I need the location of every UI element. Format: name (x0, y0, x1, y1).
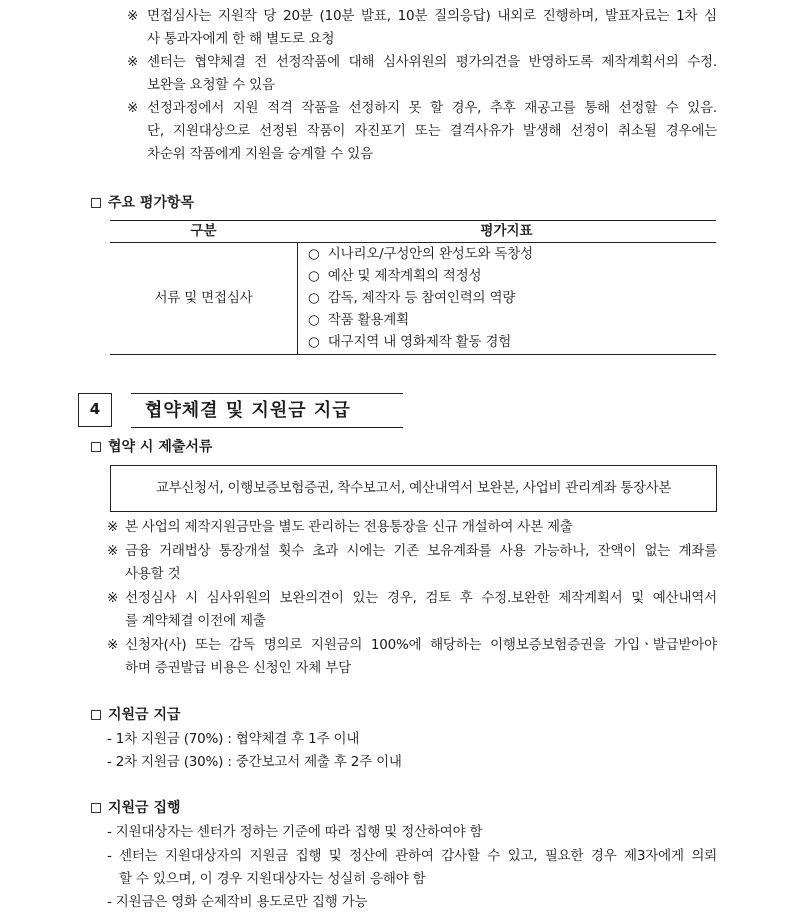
checkbox-square-icon (91, 198, 101, 208)
circle-bullet-icon: ○ (308, 290, 320, 306)
note-mark: ※ (107, 543, 119, 559)
criteria-item (308, 331, 533, 353)
note-line: 를 계약체결 이전에 제출 (125, 613, 266, 629)
note-mark: ※ (127, 100, 139, 116)
note-line: 보완을 요청할 수 있음 (147, 77, 275, 93)
note-line: 선정심사 시 심사위원의 보완의견이 있는 경우, 검토 후 수정.보완한 제작계획서 및 예산내역서 (125, 590, 717, 606)
execution-heading-text: 지원금 집행 (108, 800, 181, 816)
table-divider (297, 243, 298, 354)
circle-bullet-icon: ○ (308, 312, 320, 328)
section-title-rule (131, 427, 403, 428)
circle-bullet-icon: ○ (308, 334, 320, 350)
note-line: 단, 지원대상으로 선정된 작품이 자진포기 또는 결격사유가 발생해 선정이 취소될 경우에는 (147, 123, 717, 139)
payment-item-text: 2차 지원금 (30%) : 중간보고서 제출 후 2주 이내 (115, 754, 402, 770)
criteria-text: 감독, 제작자 등 참여인력의 역량 (327, 290, 516, 306)
note-line: 선정과정에서 지원 적격 작품을 선정하지 못 할 경우, 추후 재공고를 통해 선정할 수 있음. (147, 100, 717, 116)
eval-heading (91, 192, 194, 214)
circle-bullet-icon: ○ (308, 268, 320, 284)
docs-heading (91, 436, 212, 458)
note-mark: ※ (107, 519, 119, 535)
note-line: 금융 거래법상 통장개설 횟수 초과 시에는 기존 보유계좌를 사용 가능하나, 잔액이 없는 계좌를 (125, 543, 717, 559)
table-header-criteria: 평가지표 (480, 223, 533, 239)
note-line: 신청자(사) 또는 감독 명의로 지원금의 100%에 해당하는 이행보증보험증권을 가입ㆍ발급받아야 (125, 637, 717, 653)
table-row-label: 서류 및 면접심사 (154, 290, 253, 306)
payment-item: - 2차 지원금 (30%) : 중간보고서 제출 후 2주 이내 (107, 754, 402, 770)
payment-item-text: 1차 지원금 (70%) : 협약체결 후 1주 이내 (115, 731, 360, 747)
execution-item-text: 지원대상자는 센터가 정하는 기준에 따라 집행 및 정산하여야 함 (115, 824, 483, 840)
criteria-item (308, 309, 533, 331)
note-mark: ※ (127, 54, 139, 70)
execution-item: - 지원대상자는 센터가 정하는 기준에 따라 집행 및 정산하여야 함 (107, 824, 483, 840)
note-mark: ※ (107, 637, 119, 653)
circle-bullet-icon: ○ (308, 246, 320, 262)
checkbox-square-icon (91, 803, 101, 813)
criteria-text: 대구지역 내 영화제작 활동 경험 (327, 334, 512, 350)
payment-heading (91, 704, 181, 726)
table-rule (110, 354, 716, 355)
execution-item-dash: - (107, 848, 112, 864)
note-line: 센터는 협약체결 전 선정작품에 대해 심사위원의 평가의견을 반영하도록 제작계획서의 수정. (147, 54, 717, 70)
execution-item-text: 지원금은 영화 순제작비 용도로만 집행 가능 (115, 894, 368, 910)
criteria-text: 작품 활용계획 (327, 312, 409, 328)
execution-item: - 지원금은 영화 순제작비 용도로만 집행 가능 (107, 894, 368, 910)
execution-heading (91, 797, 181, 819)
criteria-list (308, 243, 533, 353)
criteria-text: 시나리오/구성안의 완성도와 독창성 (327, 246, 533, 262)
docs-heading-text: 협약 시 제출서류 (108, 439, 213, 455)
eval-table (110, 220, 716, 356)
note-line: 하며 증권발급 비용은 신청인 자체 부담 (125, 660, 351, 676)
table-header-category: 구분 (190, 223, 217, 239)
note-line: 면접심사는 지원작 당 20분 (10분 발표, 10분 질의응답) 내외로 진행하며, 발표자료는 1차 심 (147, 8, 717, 24)
note-line: 사 통과자에게 한 해 별도로 요청 (147, 31, 335, 47)
criteria-item (308, 265, 533, 287)
execution-item-text: 할 수 있으며, 이 경우 지원대상자는 성실히 응해야 함 (119, 871, 426, 887)
payment-heading-text: 지원금 지급 (108, 707, 181, 723)
criteria-text: 예산 및 제작계획의 적정성 (327, 268, 482, 284)
criteria-item (308, 287, 533, 309)
eval-heading-text: 주요 평가항목 (108, 195, 195, 211)
note-mark: ※ (107, 590, 119, 606)
checkbox-square-icon (91, 710, 101, 720)
section-title: 협약체결 및 지원금 지급 (145, 400, 351, 421)
criteria-item (308, 243, 533, 265)
checkbox-square-icon (91, 442, 101, 452)
note-mark: ※ (127, 8, 139, 24)
note-line: 차순위 작품에게 지원을 승계할 수 있음 (147, 146, 373, 162)
payment-item: - 1차 지원금 (70%) : 협약체결 후 1주 이내 (107, 731, 360, 747)
section-number: 4 (78, 393, 112, 427)
section-title-rule (131, 393, 403, 394)
execution-item-text: 센터는 지원대상자의 지원금 집행 및 정산에 관하여 감사할 수 있고, 필요한 경우 제3자에게 의뢰 (119, 848, 717, 864)
required-docs-box: 교부신청서, 이행보증보험증권, 착수보고서, 예산내역서 보완본, 사업비 관리계좌 통장사본 (110, 465, 717, 512)
note-line: 사용할 것 (125, 566, 181, 582)
note-line: 본 사업의 제작지원금만을 별도 관리하는 전용통장을 신규 개설하여 사본 제출 (125, 519, 573, 535)
